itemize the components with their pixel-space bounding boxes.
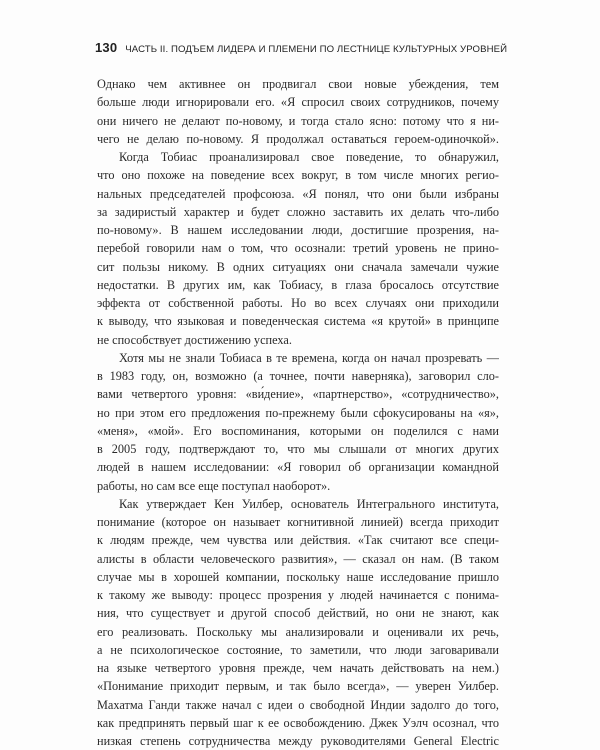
text-line: в 1983 году, он, возможно (а точнее, почти наверняка), заговорил сло- [97,369,499,383]
paragraph [97,349,499,495]
text-line: работы, но сам все еще поступал наоборот». [97,478,331,493]
text-line: что оно похоже на поведение всех вокруг, в том числе многих регио- [97,168,499,183]
text-line: больше люди игнорировали его. «Я спросил своих сотрудников, почему [97,95,499,110]
text-line: недостатки. В других им, как Тобиасу, в глаза бросалось отсутствие [97,277,499,292]
text-line: на языке четвертого уровня прежде, чем начать действовать на нем.) [97,661,499,675]
text-line: но при этом его предложения по-прежнему были сфокусированы на «я», [97,405,499,420]
text-line: Однако чем активнее он продвигал свои новые убеждения, тем [97,77,499,91]
text-line: как предпринять первый шаг к ее освобождению. Джек Уэлч осознал, что [97,715,499,730]
body-text [97,75,499,750]
text-line: чего не делаю по-новому. Я продолжал оставаться героем-одиночкой». [97,131,499,146]
text-line: к людям прежде, чем чувства или действия. «Так считают все специ- [97,533,499,548]
text-line: низкая степень сотрудничества между руководителями General Electric [97,734,499,748]
text-line: перебой говорили нам о том, что осознали: третий уровень не прино- [97,241,499,256]
running-head [95,40,515,55]
text-line: к такому же выводу: процесс прозрения у людей начинается с понима- [97,588,499,602]
running-title: ЧАСТЬ II. ПОДЪЕМ ЛИДЕРА И ПЛЕМЕНИ ПО ЛЕСТНИЦЕ КУЛЬТУРНЫХ УРОВНЕЙ [125,44,508,55]
text-line: за задиристый характер и будет сложно заставить их делать что-либо [97,204,499,219]
text-line: его реализовать. Поскольку мы анализировали и оценивали их речь, [97,624,499,639]
text-line: Когда Тобиас проанализировал свое поведение, то обнаружил, [119,150,499,164]
text-line: вами четвертого уровня: «ви́дение», «партнерство», «сотрудничество», [97,387,499,402]
text-line: Махатма Ганди также начал с идеи о свободной Индии задолго до того, [97,697,499,712]
text-line: они ничего не делают по-новому, и тогда стало ясно: потому что я ни- [97,113,499,128]
text-line: алисты в области человеческого развития», — сказал он нам. (В таком [97,551,499,566]
text-line: Как утверждает Кен Уилбер, основатель Интегрального института, [119,496,499,511]
text-line: ния, что существует и другой способ действий, но они не знают, как [97,606,499,621]
text-line: по-новому». В нашем исследовании люди, достигшие прозрения, на- [97,223,499,237]
text-line: «меня», «мой». Его воспоминания, которыми он поделился с нами [97,423,499,438]
text-line: людей в нашем исследовании: «Я говорил об организации командной [97,460,499,475]
text-line: эффекта от собственной работы. Но во всех случаях они приходили [97,296,499,310]
paragraph [97,148,499,349]
paragraph [97,495,499,750]
page-number: 130 [95,40,118,55]
text-line: «Понимание приходит первым, и так было всегда», — уверен Уилбер. [97,679,499,694]
text-line: понимание (которое он называет когнитивной линией) всегда приходит [97,515,499,529]
text-line: а не психологическое состояние, то заметили, что люди заговаривали [97,642,499,657]
text-line: нальных председателей профсоюза. «Я понял, что они были избраны [97,186,499,201]
text-line: к выводу, что языковая и поведенческая система «я крутой» в принципе [97,314,499,329]
text-line: случае мы в хорошей компании, поскольку наше исследование пришло [97,569,499,584]
text-line: не способствует достижению успеха. [97,332,292,347]
text-line: в 2005 году, подтверждают то, что мы слышали от многих других [97,442,499,456]
paragraph [97,75,499,148]
text-line: Хотя мы не знали Тобиаса в те времена, когда он начал прозревать — [119,350,499,365]
text-line: сит пользы никому. В одних ситуациях они сначала замечали чужие [97,259,499,274]
